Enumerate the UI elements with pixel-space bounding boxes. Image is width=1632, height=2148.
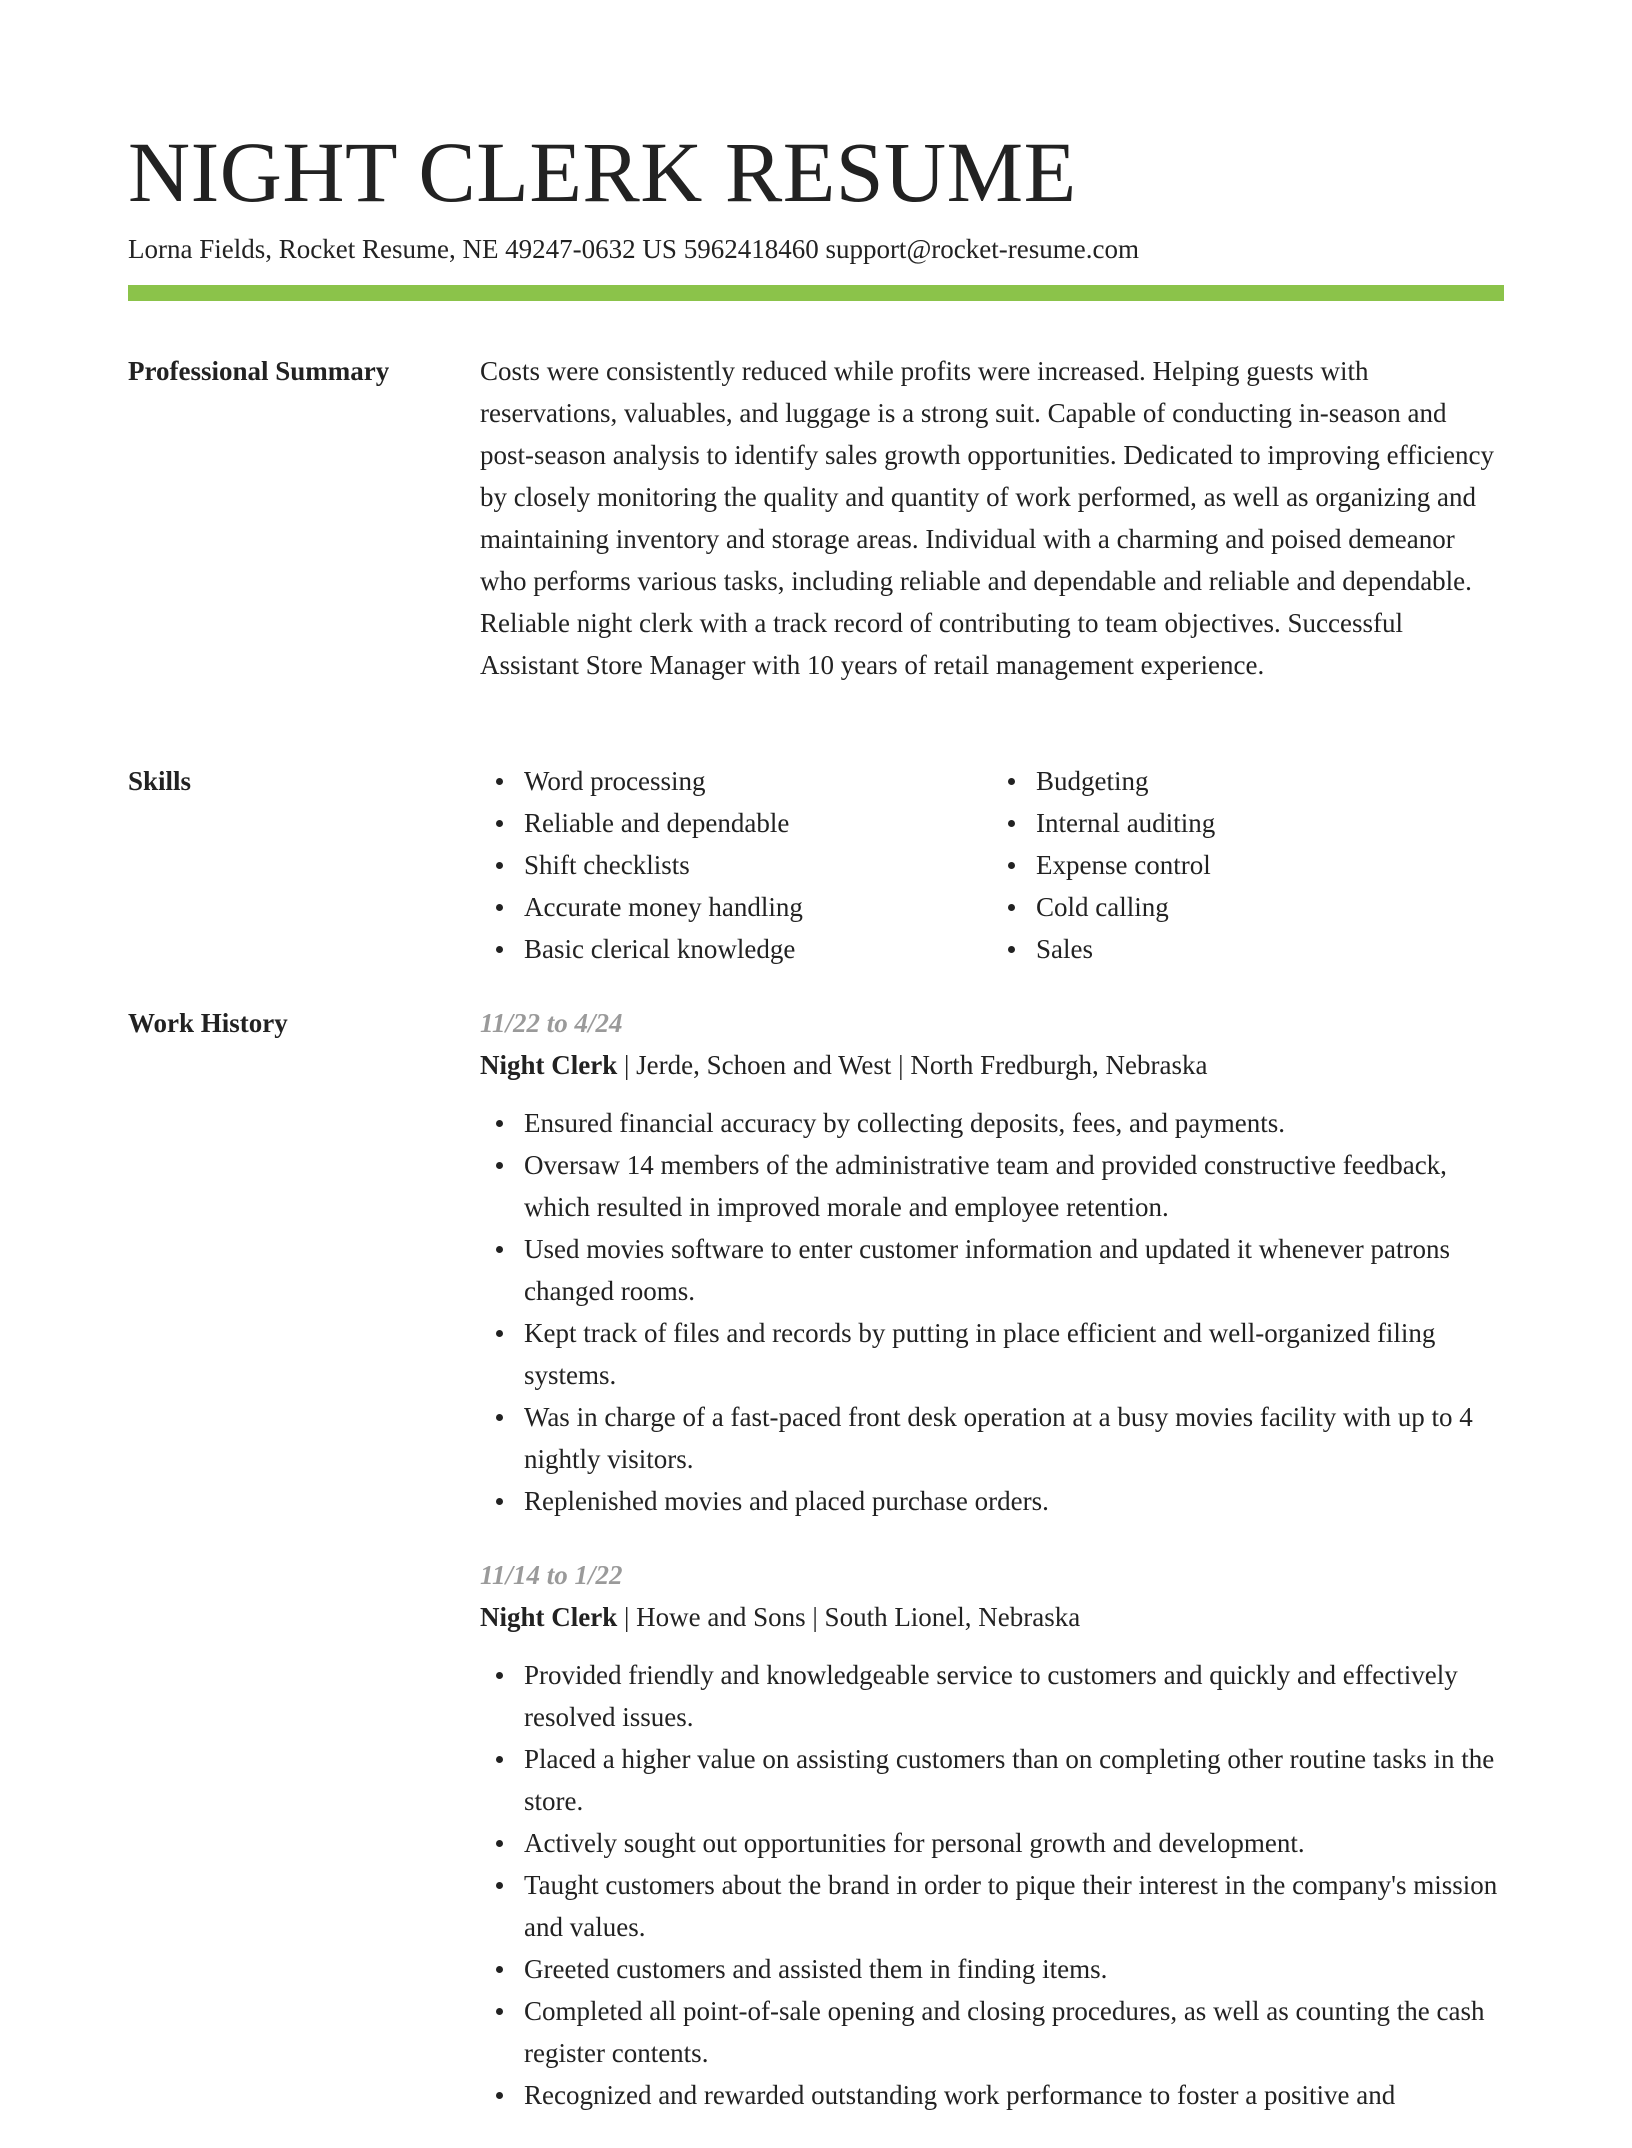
job-dates: 11/22 to 4/24 [480, 1008, 623, 1038]
skill-item: Expense control [1036, 844, 1504, 886]
duty-item: Replenished movies and placed purchase orders. [480, 1480, 1504, 1522]
skill-item: Accurate money handling [524, 886, 992, 928]
job-entry [480, 1002, 1504, 1522]
duty-item: Oversaw 14 members of the administrative team and provided constructive feedback, which resulted in improved morale and employee retention. [480, 1144, 1504, 1228]
skill-item: Shift checklists [524, 844, 992, 886]
contact-line: Lorna Fields, Rocket Resume, NE 49247-0632 US 5962418460 support@rocket-resume.com [128, 234, 1139, 264]
skill-item: Sales [1036, 928, 1504, 970]
job-title: Night Clerk [480, 1050, 618, 1080]
summary-heading: Professional Summary [128, 356, 390, 386]
duty-item: Used movies software to enter customer information and updated it whenever patrons changed rooms. [480, 1228, 1504, 1312]
page-title: NIGHT CLERK RESUME [128, 124, 1077, 220]
skill-item: Basic clerical knowledge [524, 928, 992, 970]
skills-list-right [992, 760, 1504, 970]
duty-item: Completed all point-of-sale opening and closing procedures, as well as counting the cash register contents. [480, 1990, 1504, 2074]
job-employer: | Jerde, Schoen and West | North Fredburgh, Nebraska [617, 1050, 1208, 1080]
duty-item: Placed a higher value on assisting customers than on completing other routine tasks in the store. [480, 1738, 1504, 1822]
job-duties [480, 1102, 1504, 1522]
skills-heading: Skills [128, 766, 192, 796]
duty-item: Recognized and rewarded outstanding work performance to foster a positive and [480, 2074, 1504, 2116]
duty-item: Taught customers about the brand in order to pique their interest in the company's mission and values. [480, 1864, 1504, 1948]
skill-item: Budgeting [1036, 760, 1504, 802]
duty-item: Kept track of files and records by putting in place efficient and well-organized filing systems. [480, 1312, 1504, 1396]
skill-item: Internal auditing [1036, 802, 1504, 844]
duty-item: Ensured financial accuracy by collecting deposits, fees, and payments. [480, 1102, 1504, 1144]
duty-item: Was in charge of a fast-paced front desk operation at a busy movies facility with up to 4 nightly visitors. [480, 1396, 1504, 1480]
job-heading [480, 1596, 1504, 1638]
skill-item: Reliable and dependable [524, 802, 992, 844]
duty-item: Actively sought out opportunities for personal growth and development. [480, 1822, 1504, 1864]
skill-item: Cold calling [1036, 886, 1504, 928]
job-title: Night Clerk [480, 1602, 618, 1632]
work-history-heading: Work History [128, 1008, 288, 1038]
header-divider [128, 285, 1504, 301]
job-heading [480, 1044, 1504, 1086]
job-entry [480, 1554, 1504, 2116]
job-employer: | Howe and Sons | South Lionel, Nebraska [617, 1602, 1081, 1632]
skills-list-left [480, 760, 992, 970]
job-dates: 11/14 to 1/22 [480, 1560, 623, 1590]
duty-item: Greeted customers and assisted them in finding items. [480, 1948, 1504, 1990]
summary-text: Costs were consistently reduced while profits were increased. Helping guests with reservations, valuables, and luggage is a strong suit. Capable of conducting in-season and post-season analysis to identify sales growth opportunities. Dedicated to improving efficiency by closely monitoring the quality and quantity of work performed, as well as organizing and maintaining inventory and storage areas. Individual with a charming and poised demeanor who performs various tasks, including reliable and dependable and reliable and dependable. Reliable night clerk with a track record of contributing to team objectives. Successful Assistant Store Manager with 10 years of retail management experience. [480, 356, 1495, 680]
skill-item: Word processing [524, 760, 992, 802]
duty-item: Provided friendly and knowledgeable service to customers and quickly and effectively resolved issues. [480, 1654, 1504, 1738]
job-duties [480, 1654, 1504, 2116]
